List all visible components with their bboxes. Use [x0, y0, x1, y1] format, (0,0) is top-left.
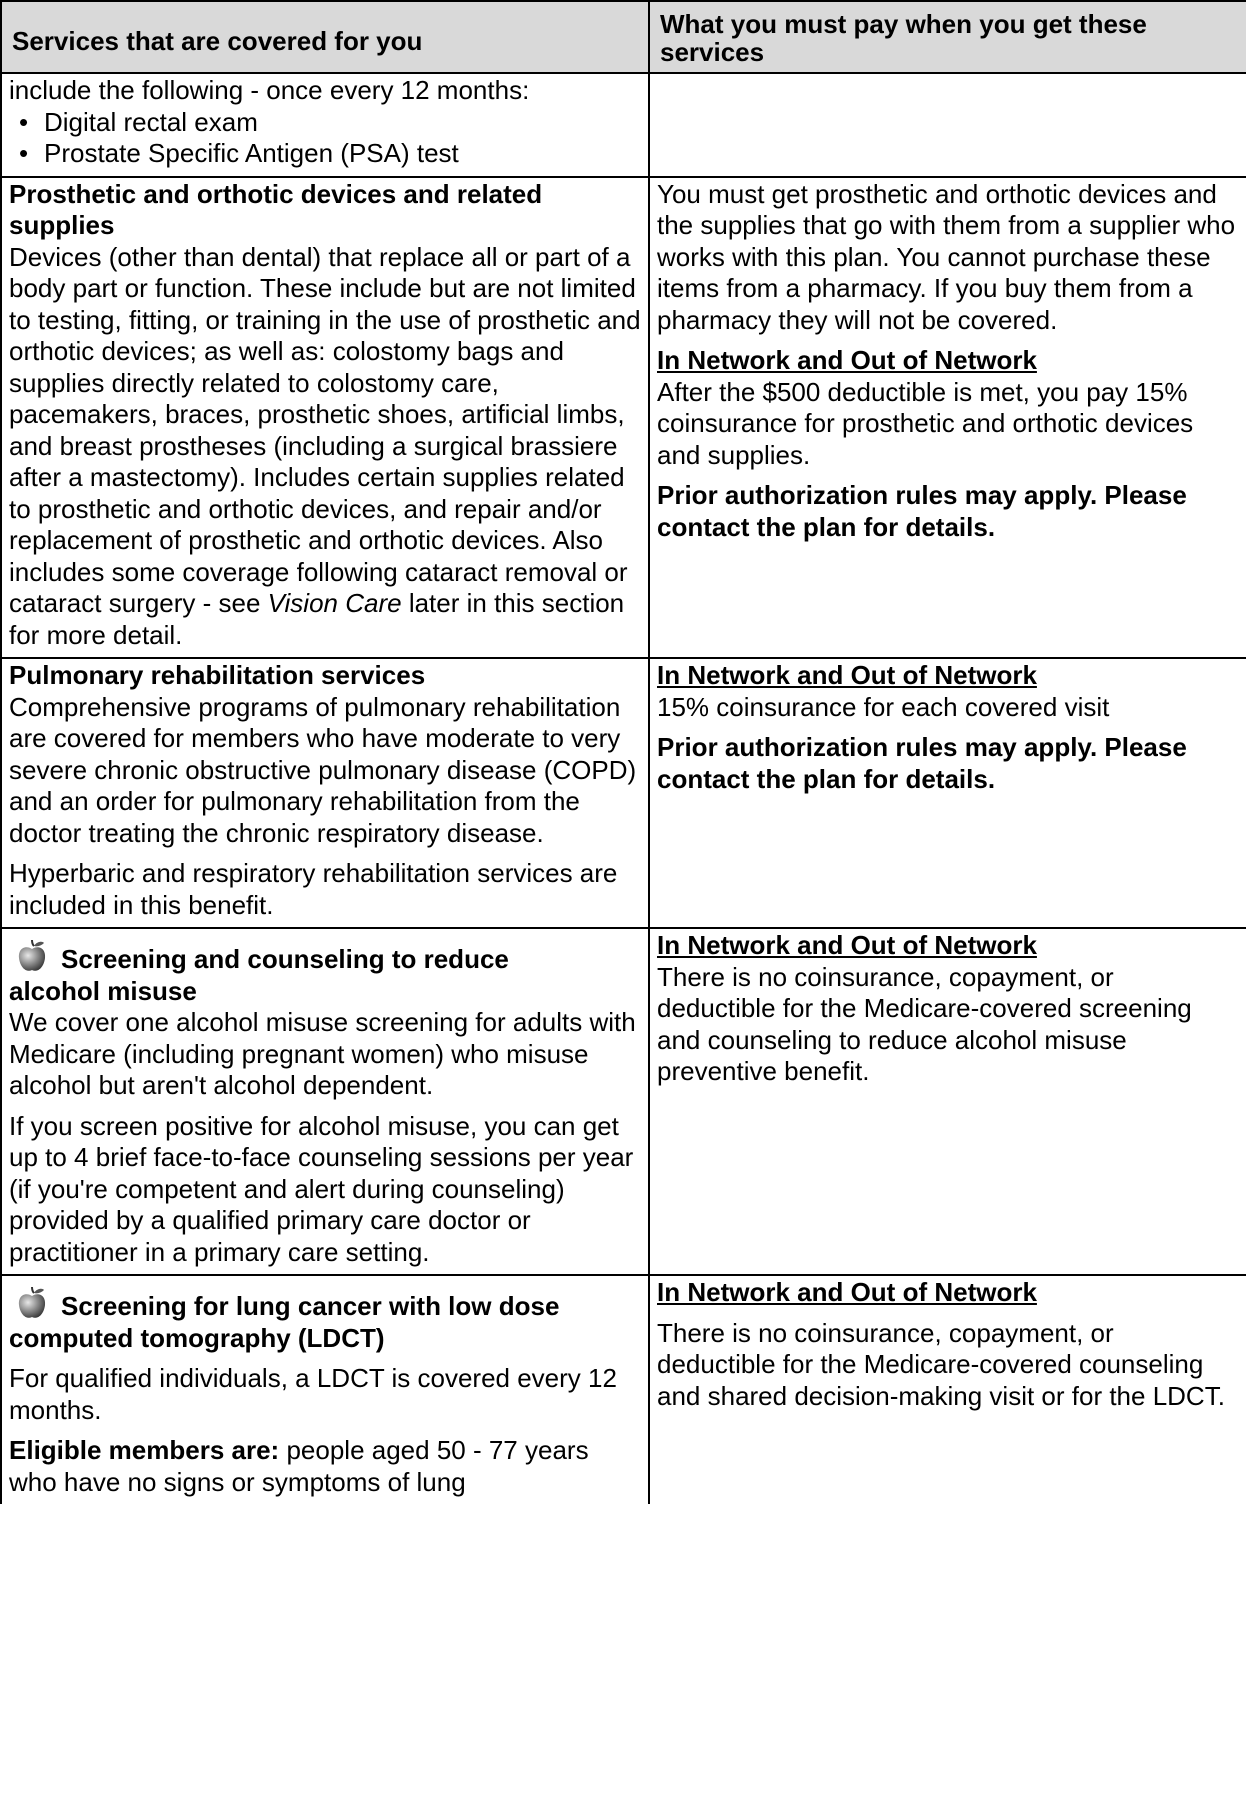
- table-row: [1, 658, 1246, 928]
- prior-authorization-note: Prior authorization rules may apply. Please contact the plan for details.: [657, 480, 1187, 542]
- service-description-2: Hyperbaric and respiratory rehabilitation services are included in this benefit.: [9, 858, 618, 920]
- payment-cell: [649, 1275, 1246, 1504]
- list-item: • Digital rectal exam: [19, 107, 641, 139]
- payment-cell: [649, 177, 1246, 659]
- table-row: [1, 1275, 1246, 1504]
- eligibility-label: Eligible members are:: [9, 1435, 280, 1465]
- service-title: Prosthetic and orthotic devices and related supplies: [9, 178, 543, 240]
- service-description-2: If you screen positive for alcohol misuse, you can get up to 4 brief face-to-face counseling sessions per year (if you're competent and alert during counseling) provided by a qualified primary care doctor or practitioner in a primary care setting.: [9, 1110, 634, 1267]
- description-text: Devices (other than dental) that replace all or part of a body part or function. These include but are not limited to testing, fitting, or training in the use of prosthetic and orthotic devices; as well as: colostomy bags and supplies directly related to colostomy care, pacemakers, braces, prosthetic shoes, artificial limbs, and breast prostheses (including a surgical brassiere after a mastectomy). Includes certain supplies related to prosthetic and orthotic devices, and repair and/or replacement of prosthetic and orthotic devices. Also includes some coverage following cataract removal or cataract surgery - see: [9, 241, 641, 618]
- payment-detail: 15% coinsurance for each covered visit: [657, 691, 1110, 722]
- service-cell: [1, 73, 649, 177]
- network-heading: In Network and Out of Network: [657, 930, 1037, 960]
- vision-care-reference: Vision Care: [267, 588, 402, 618]
- service-cell: [1, 658, 649, 928]
- service-title: [9, 1285, 641, 1354]
- payment-detail: There is no coinsurance, copayment, or deductible for the Medicare-covered counseling and shared decision-making visit or for the LDCT.: [657, 1317, 1225, 1411]
- apple-icon: [17, 1285, 47, 1321]
- network-heading: In Network and Out of Network: [657, 1277, 1037, 1307]
- table-header-row: [1, 1, 1246, 73]
- service-title-line-1: Screening for lung cancer with low dose: [61, 1291, 560, 1321]
- description-text-end: later in this section for more detail.: [9, 588, 625, 650]
- header-what-you-pay: What you must pay when you get these services: [649, 1, 1246, 73]
- service-cell: [1, 928, 649, 1275]
- bullet-list: [9, 107, 641, 170]
- payment-detail: There is no coinsurance, copayment, or deductible for the Medicare-covered screening and counseling to reduce alcohol misuse preventive benefit.: [657, 961, 1192, 1086]
- service-title-line-2: alcohol misuse: [9, 975, 197, 1006]
- payment-cell: [649, 658, 1246, 928]
- list-item: • Prostate Specific Antigen (PSA) test: [19, 138, 641, 170]
- network-heading: In Network and Out of Network: [657, 660, 1037, 690]
- header-services-covered: Services that are covered for you: [1, 1, 649, 73]
- service-cell: [1, 177, 649, 659]
- service-title: [9, 938, 641, 1007]
- prior-authorization-note: Prior authorization rules may apply. Please contact the plan for details.: [657, 732, 1187, 794]
- table-row: [1, 177, 1246, 659]
- payment-detail: After the $500 deductible is met, you pay 15% coinsurance for prosthetic and orthotic devices and supplies.: [657, 376, 1194, 470]
- payment-cell: [649, 73, 1246, 177]
- table-row: [1, 73, 1246, 177]
- eligibility-text: [9, 1435, 641, 1498]
- network-heading: In Network and Out of Network: [657, 345, 1037, 375]
- service-intro-text: include the following - once every 12 months:: [9, 75, 530, 105]
- service-description: For qualified individuals, a LDCT is covered every 12 months.: [9, 1363, 617, 1425]
- table-row: [1, 928, 1246, 1275]
- apple-icon: [17, 938, 47, 974]
- service-title-line-2: computed tomography (LDCT): [9, 1322, 385, 1353]
- service-cell: [1, 1275, 649, 1504]
- service-title: Pulmonary rehabilitation services: [9, 660, 426, 690]
- service-description: [9, 242, 641, 652]
- payment-intro: You must get prosthetic and orthotic devices and the supplies that go with them from a supplier who works with this plan. You cannot purchase these items from a pharmacy. If you buy them from a pharmacy they will not be covered.: [657, 178, 1236, 335]
- service-description: Comprehensive programs of pulmonary rehabilitation are covered for members who have moderate to very severe chronic obstructive pulmonary disease (COPD) and an order for pulmonary rehabilitation from the doctor treating the chronic respiratory disease.: [9, 691, 637, 848]
- payment-cell: [649, 928, 1246, 1275]
- eligibility-detail: people aged 50 - 77 years who have no signs or symptoms of lung: [9, 1435, 589, 1497]
- service-title-line-1: Screening and counseling to reduce: [61, 944, 509, 974]
- service-description: We cover one alcohol misuse screening for adults with Medicare (including pregnant women) who misuse alcohol but aren't alcohol dependent.: [9, 1007, 636, 1100]
